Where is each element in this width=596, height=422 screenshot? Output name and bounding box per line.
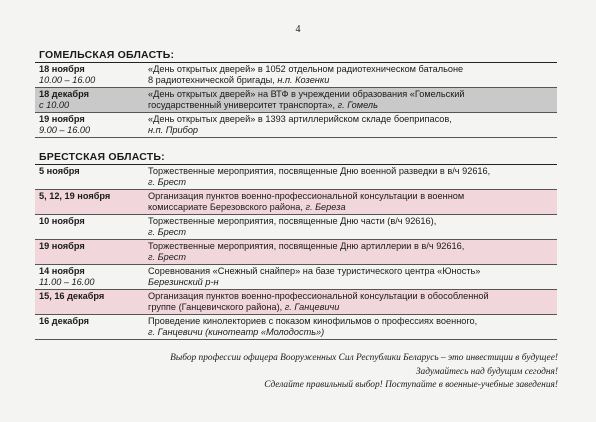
event-location: г. Ганцевичи <box>284 302 340 312</box>
event-detail <box>148 100 553 111</box>
event-description-cell <box>148 290 557 314</box>
event-location: г. Гомель <box>337 100 378 110</box>
event-time: 9.00 – 16.00 <box>39 125 91 135</box>
event-date: 10 ноября <box>39 216 85 226</box>
event-date-cell <box>35 240 148 264</box>
footer-line-1: Выбор профессии офицера Вооруженных Сил Республики Беларусь – это инвестиции в будущее! <box>170 353 558 363</box>
event-detail-text: 8 радиотехнической бригады, <box>148 75 278 85</box>
event-location: г. Брест <box>148 227 186 237</box>
brest-section-title: БРЕСТСКАЯ ОБЛАСТЬ: <box>39 151 165 163</box>
event-row <box>35 88 557 113</box>
event-detail <box>148 302 553 313</box>
brest-section <box>35 150 557 340</box>
event-title: «День открытых дверей» в 1393 артиллерийском складе боеприпасов, <box>148 114 452 124</box>
event-title: Торжественные мероприятия, посвященные Дню военной разведки в в/ч 92616, <box>148 166 491 176</box>
brest-events-table <box>35 164 557 340</box>
event-description-cell <box>148 63 557 87</box>
event-date-cell <box>35 190 148 214</box>
event-location: н.п. Козенки <box>277 75 330 85</box>
event-date: 16 декабря <box>39 316 89 326</box>
event-detail <box>148 125 553 136</box>
gomel-section <box>35 48 557 138</box>
event-date: 18 декабря <box>39 89 89 99</box>
event-row <box>35 265 557 290</box>
event-date-cell <box>35 215 148 239</box>
event-row <box>35 315 557 340</box>
event-row <box>35 215 557 240</box>
event-row <box>35 113 557 138</box>
event-location: г. Ганцевичи (кинотеатр «Молодость») <box>148 327 325 337</box>
event-date-cell <box>35 113 148 137</box>
event-description-cell <box>148 88 557 112</box>
event-location: г. Брест <box>148 252 186 262</box>
event-title: Торжественные мероприятия, посвященные Дню части (в/ч 92616), <box>148 216 437 226</box>
event-detail <box>148 227 553 238</box>
footer-line-3: Сделайте правильный выбор! Поступайте в военные-учебные заведения! <box>264 380 558 390</box>
footer-line-2: Задумайтесь над будущим сегодня! <box>415 366 558 377</box>
event-title: Проведение кинолекториев с показом кинофильмов о профессиях военного, <box>148 316 478 326</box>
event-location: г. Береза <box>305 202 346 212</box>
event-location: г. Брест <box>148 177 186 187</box>
event-detail-text: комиссариате Березовского района, <box>148 202 306 212</box>
event-title: «День открытых дверей» в 1052 отдельном радиотехническом батальоне <box>148 64 464 74</box>
event-description-cell <box>148 240 557 264</box>
event-date: 15, 16 декабря <box>39 291 105 301</box>
event-title: «День открытых дверей» на ВТФ в учреждении образования «Гомельский <box>148 89 465 99</box>
event-row <box>35 190 557 215</box>
event-title: Организация пунктов военно-профессиональной консультации в военном <box>148 191 465 201</box>
event-date: 19 ноября <box>39 241 85 251</box>
event-date: 14 ноября <box>39 266 85 276</box>
event-row <box>35 165 557 190</box>
event-date-cell <box>35 290 148 314</box>
event-description-cell <box>148 113 557 137</box>
event-description-cell <box>148 190 557 214</box>
gomel-section-title: ГОМЕЛЬСКАЯ ОБЛАСТЬ: <box>39 49 175 61</box>
event-date: 19 ноября <box>39 114 85 124</box>
event-title: Организация пунктов военно-профессиональной консультации в обособленной <box>148 291 489 301</box>
event-description-cell <box>148 315 557 339</box>
event-detail <box>148 252 553 263</box>
event-location: н.п. Прибор <box>148 125 199 135</box>
event-detail <box>148 277 553 288</box>
event-description-cell <box>148 265 557 289</box>
event-row <box>35 290 557 315</box>
event-time: 10.00 – 16.00 <box>39 75 96 85</box>
event-time: 11.00 – 16.00 <box>39 277 95 287</box>
event-detail <box>148 202 553 213</box>
event-description-cell <box>148 165 557 189</box>
event-date: 18 ноября <box>39 64 85 74</box>
event-description-cell <box>148 215 557 239</box>
event-detail-text: группе (Ганцевичского района), <box>148 302 285 312</box>
event-title: Соревнования «Снежный снайпер» на базе туристического центра «Юность» <box>148 266 481 276</box>
event-detail <box>148 75 553 86</box>
event-date-cell <box>35 315 148 339</box>
event-location: Березинский р-н <box>148 277 219 287</box>
event-row <box>35 63 557 88</box>
event-date: 5, 12, 19 ноября <box>39 191 111 201</box>
event-detail <box>148 327 553 338</box>
gomel-events-table <box>35 62 557 138</box>
event-detail <box>148 177 553 188</box>
event-date-cell <box>35 265 148 289</box>
event-row <box>35 240 557 265</box>
footer-slogans <box>38 352 558 393</box>
event-title: Торжественные мероприятия, посвященные Дню артиллерии в в/ч 92616, <box>148 241 465 251</box>
event-date-cell <box>35 165 148 189</box>
event-time: с 10.00 <box>39 100 70 110</box>
event-date: 5 ноября <box>39 166 80 176</box>
event-detail-text: государственный университет транспорта», <box>148 100 338 110</box>
event-date-cell <box>35 88 148 112</box>
page-number: 4 <box>295 24 301 35</box>
event-date-cell <box>35 63 148 87</box>
